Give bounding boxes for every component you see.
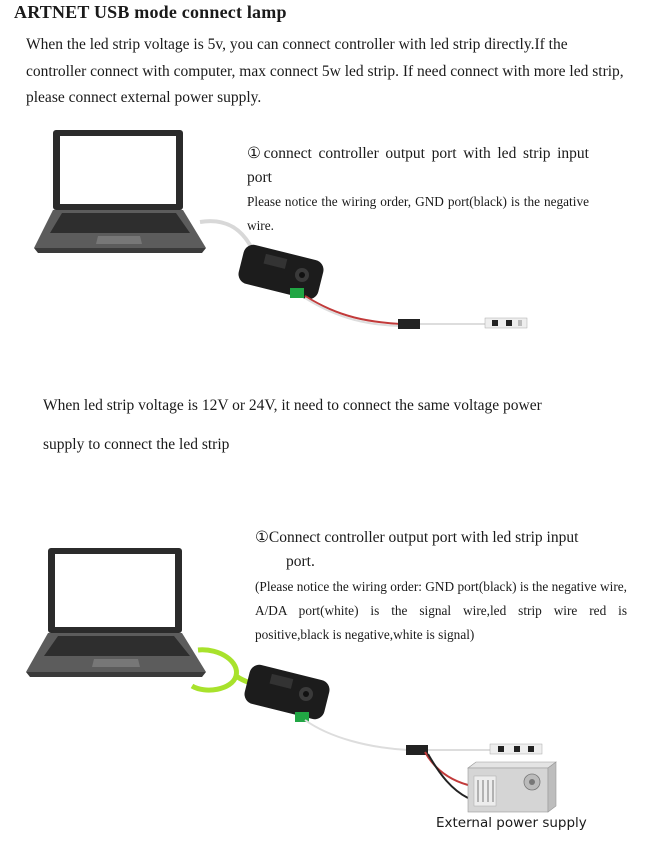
step-2-note: (Please notice the wiring order: GND port(black) is the negative wire, A/DA port(white) is the signal wire,led strip wire red is positive,black is negative,white is signal)	[255, 579, 627, 642]
intro-paragraph: When the led strip voltage is 5v, you can connect controller with led strip directly.If the controller connect with computer, max connect 5w led strip. If need connect with more led strip, please connect external power supply.	[26, 36, 624, 106]
step-2-instruction-continued: port.	[286, 553, 315, 570]
laptop-icon	[26, 548, 206, 677]
step-1-note: Please notice the wiring order, GND port(black) is the negative wire.	[247, 194, 589, 233]
high-voltage-note-line1: When led strip voltage is 12V or 24V, it need to connect the same voltage power	[43, 397, 542, 414]
power-supply-caption: External power supply	[436, 815, 587, 831]
controller-device-icon	[242, 663, 331, 722]
led-strip-icon	[490, 744, 542, 754]
step-2-instruction: ①Connect controller output port with led strip input	[255, 529, 579, 546]
power-supply-icon	[468, 762, 556, 812]
high-voltage-note-line2: supply to connect the led strip	[43, 436, 230, 453]
laptop-icon	[34, 130, 206, 253]
step-1-instruction: ①connect controller output port with led strip input port	[247, 145, 589, 186]
controller-device-icon	[236, 243, 325, 302]
led-strip-icon	[485, 318, 527, 328]
page-title: ARTNET USB mode connect lamp	[14, 2, 287, 22]
